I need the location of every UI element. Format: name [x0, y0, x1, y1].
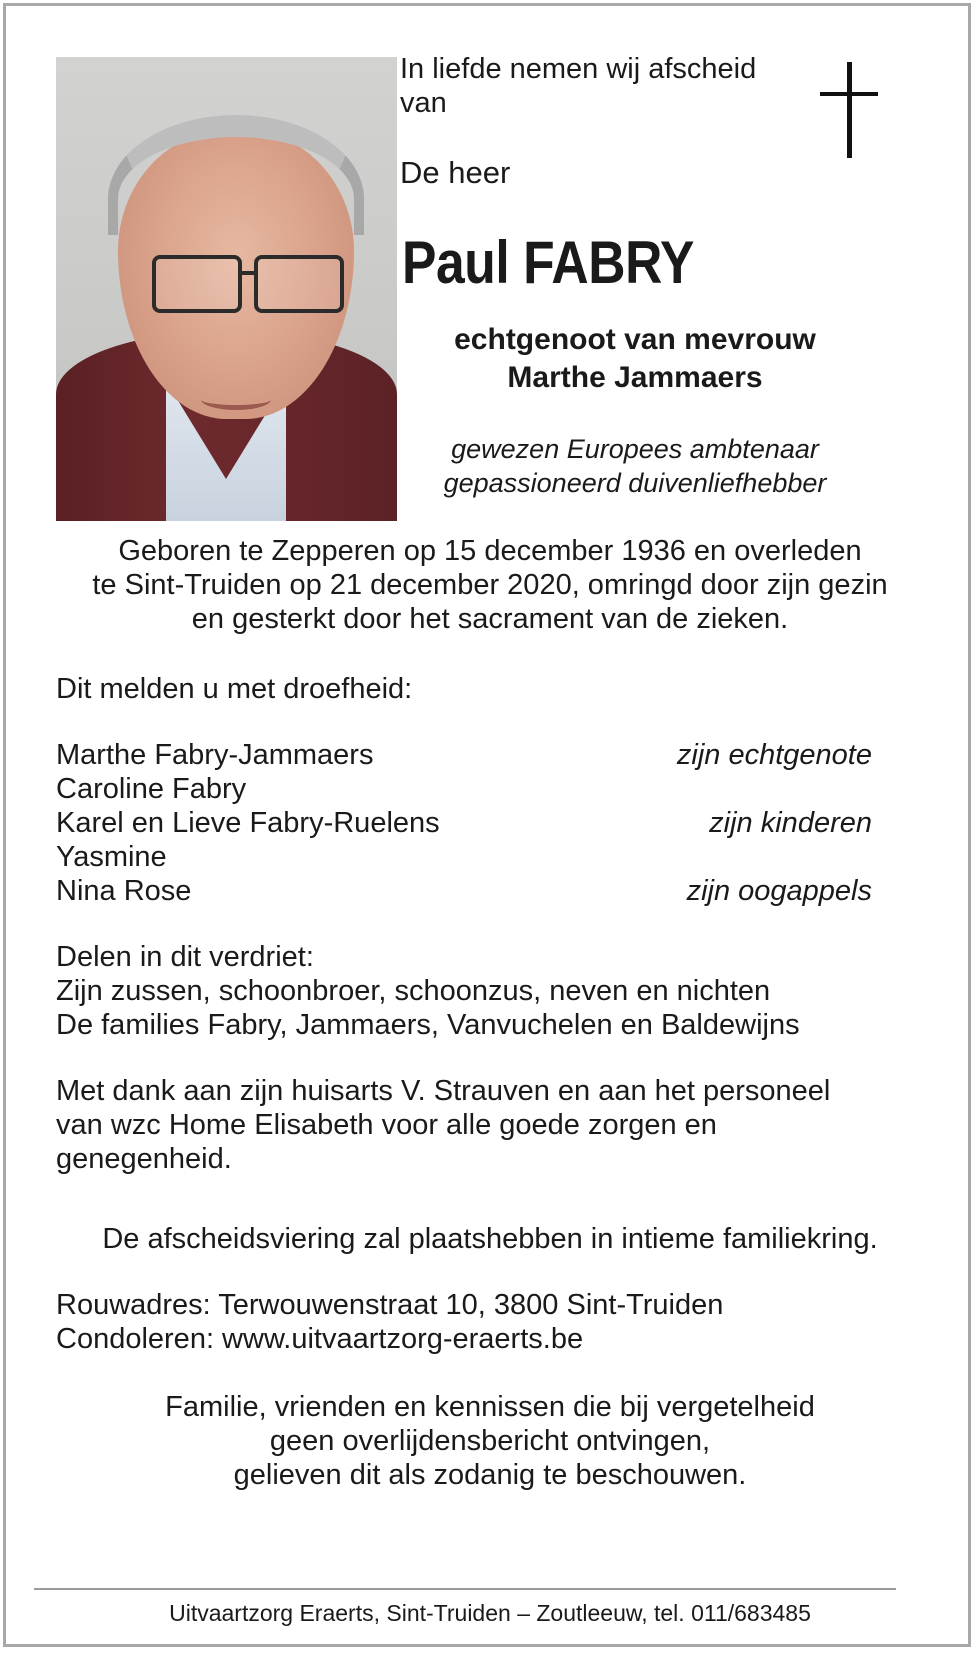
condolence-website: Condoleren: www.uitvaartzorg-eraerts.be [56, 1323, 584, 1355]
family-name: Marthe Fabry-Jammaers [56, 739, 374, 771]
photo-glasses-right [254, 255, 344, 313]
mourning-address: Rouwadres: Terwouwenstraat 10, 3800 Sint-Truiden [56, 1289, 724, 1321]
portrait-photo [56, 57, 397, 521]
family-name: Caroline Fabry [56, 773, 247, 805]
footer-divider [34, 1588, 896, 1590]
deceased-name: Paul FABRY [402, 229, 694, 296]
sharing-heading: Delen in dit verdriet: [56, 941, 314, 973]
family-relation: zijn kinderen [709, 807, 872, 839]
ceremony-text: De afscheidsviering zal plaatshebben in intieme familiekring. [102, 1223, 878, 1255]
announce-text: Dit melden u met droefheid: [56, 673, 413, 705]
sharing-line: Zijn zussen, schoonbroer, schoonzus, neven en nichten [56, 975, 771, 1007]
salutation: De heer [400, 155, 511, 190]
role-line-2: gepassioneerd duivenliefhebber [443, 468, 827, 498]
birth-death-line-3: en gesterkt door het sacrament van de zieken. [191, 603, 789, 635]
intro-line-1: In liefde nemen wij afscheid [400, 53, 757, 85]
closing-line: Familie, vrienden en kennissen die bij vergetelheid [165, 1391, 815, 1423]
family-name: Yasmine [56, 841, 167, 873]
spouse-line-1: echtgenoot van mevrouw [454, 323, 816, 356]
birth-death-line-2: te Sint-Truiden op 21 december 2020, omringd door zijn gezin [92, 569, 888, 601]
photo-mouth [201, 389, 271, 410]
role-line-1: gewezen Europees ambtenaar [451, 434, 819, 464]
spouse-line-2: Marthe Jammaers [507, 361, 763, 394]
closing-line: geen overlijdensbericht ontvingen, [269, 1425, 711, 1457]
cross-icon-horizontal [820, 92, 878, 96]
closing-line: gelieven dit als zodanig te beschouwen. [233, 1459, 747, 1491]
photo-glasses-left [152, 255, 242, 313]
thanks-line: van wzc Home Elisabeth voor alle goede zorgen en [56, 1109, 717, 1141]
cross-icon-vertical [847, 62, 852, 158]
photo-glasses-bridge [238, 271, 258, 275]
thanks-line: Met dank aan zijn huisarts V. Strauven en aan het personeel [56, 1075, 831, 1107]
family-name: Karel en Lieve Fabry-Ruelens [56, 807, 440, 839]
intro-line-2: van [400, 87, 447, 119]
birth-death-line-1: Geboren te Zepperen op 15 december 1936 en overleden [118, 535, 862, 567]
footer-text: Uitvaartzorg Eraerts, Sint-Truiden – Zoutleeuw, tel. 011/683485 [169, 1600, 811, 1626]
family-name: Nina Rose [56, 875, 192, 907]
family-relation: zijn echtgenote [676, 739, 872, 771]
photo-hair [108, 115, 364, 235]
thanks-line: genegenheid. [56, 1143, 232, 1175]
sharing-line: De families Fabry, Jammaers, Vanvuchelen en Baldewijns [56, 1009, 800, 1041]
family-relation: zijn oogappels [686, 875, 872, 907]
